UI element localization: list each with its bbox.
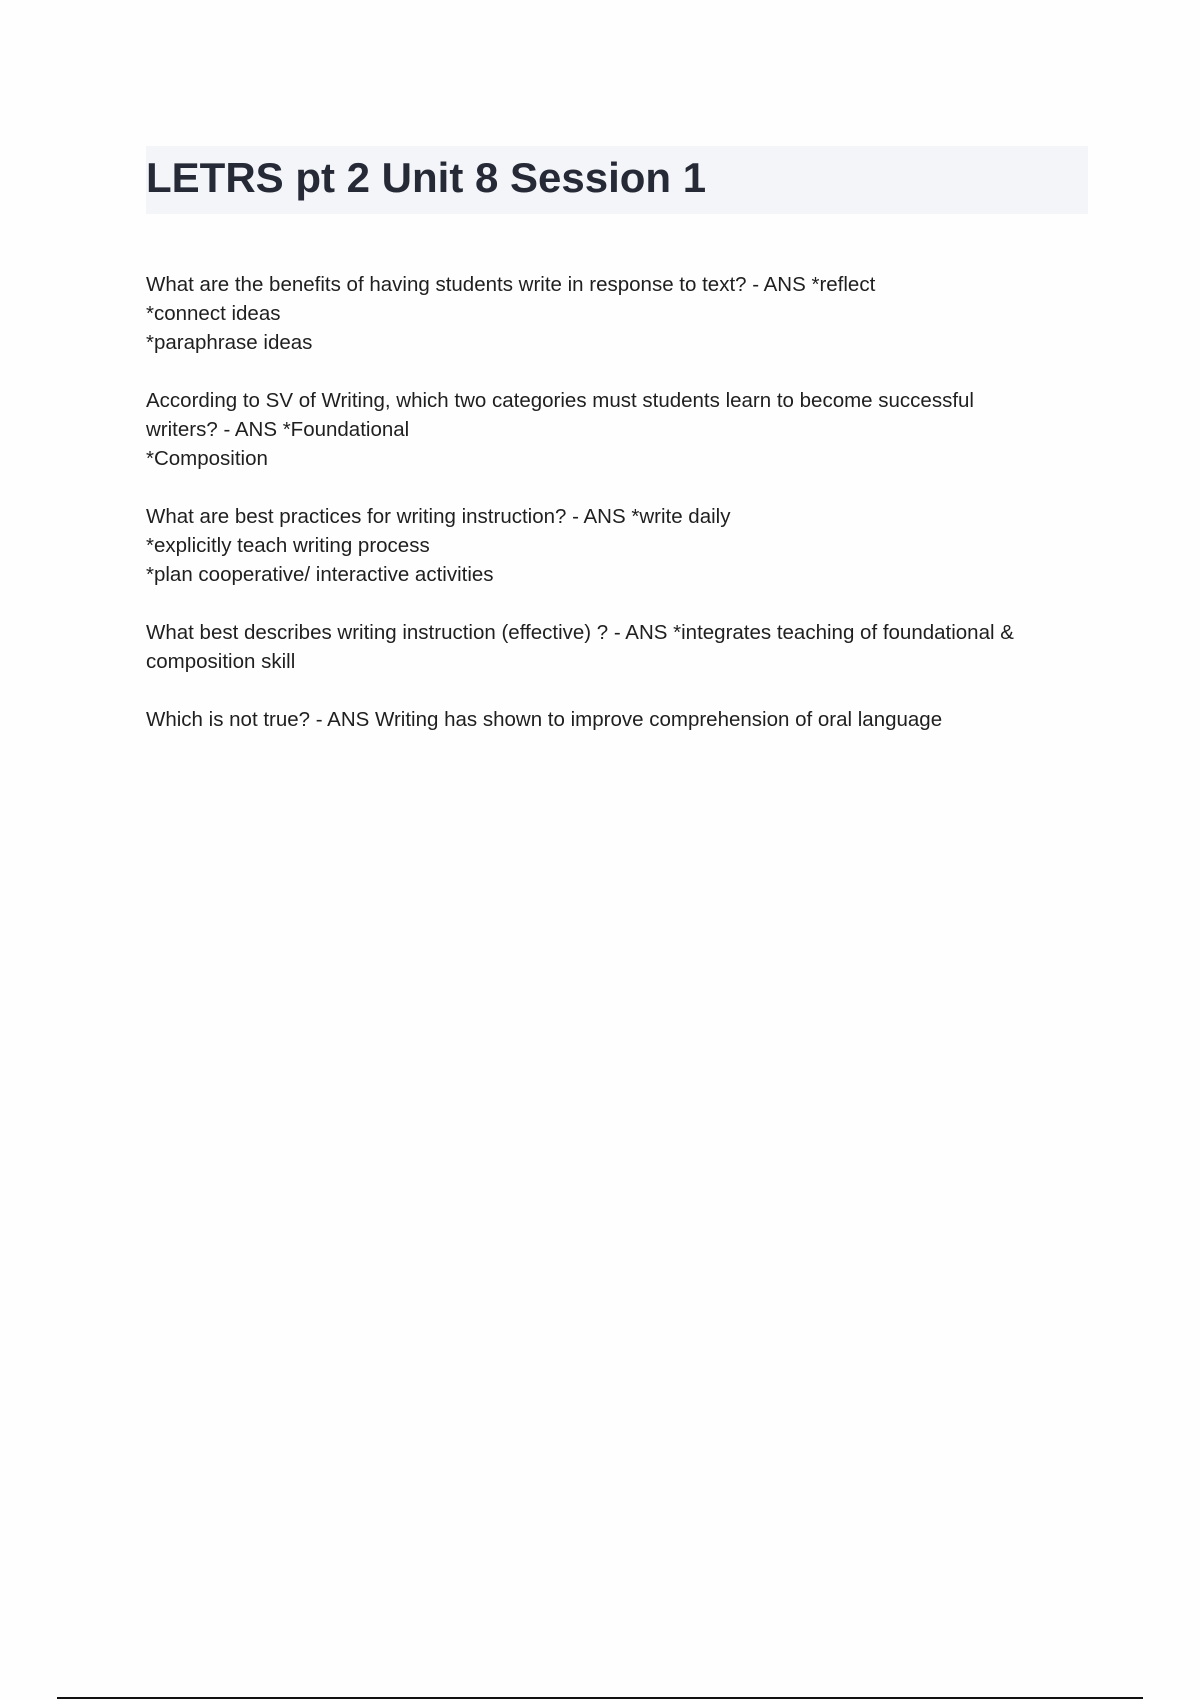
footer-divider — [57, 1697, 1143, 1699]
qa-item — [146, 618, 1096, 676]
qa-line: What best describes writing instruction (effective) ? - ANS *integrates teaching of foundational & — [146, 621, 1014, 644]
qa-line: *Composition — [146, 447, 268, 470]
qa-line: What are best practices for writing instruction? - ANS *write daily — [146, 505, 731, 528]
qa-line: *explicitly teach writing process — [146, 534, 430, 557]
title-banner — [146, 146, 1088, 214]
page-title: LETRS pt 2 Unit 8 Session 1 — [146, 154, 707, 201]
qa-line: What are the benefits of having students write in response to text? - ANS *reflect — [146, 273, 876, 296]
qa-line: *paraphrase ideas — [146, 331, 313, 354]
qa-item — [146, 502, 1096, 589]
qa-item — [146, 705, 1096, 734]
qa-line: composition skill — [146, 650, 296, 673]
qa-line: Which is not true? - ANS Writing has shown to improve comprehension of oral language — [146, 708, 943, 731]
qa-line: *connect ideas — [146, 302, 281, 325]
qa-line: *plan cooperative/ interactive activities — [146, 563, 494, 586]
qa-list — [146, 270, 1096, 763]
qa-line: writers? - ANS *Foundational — [146, 418, 410, 441]
qa-item — [146, 386, 1096, 473]
qa-item — [146, 270, 1096, 357]
qa-line: According to SV of Writing, which two categories must students learn to become successful — [146, 389, 974, 412]
